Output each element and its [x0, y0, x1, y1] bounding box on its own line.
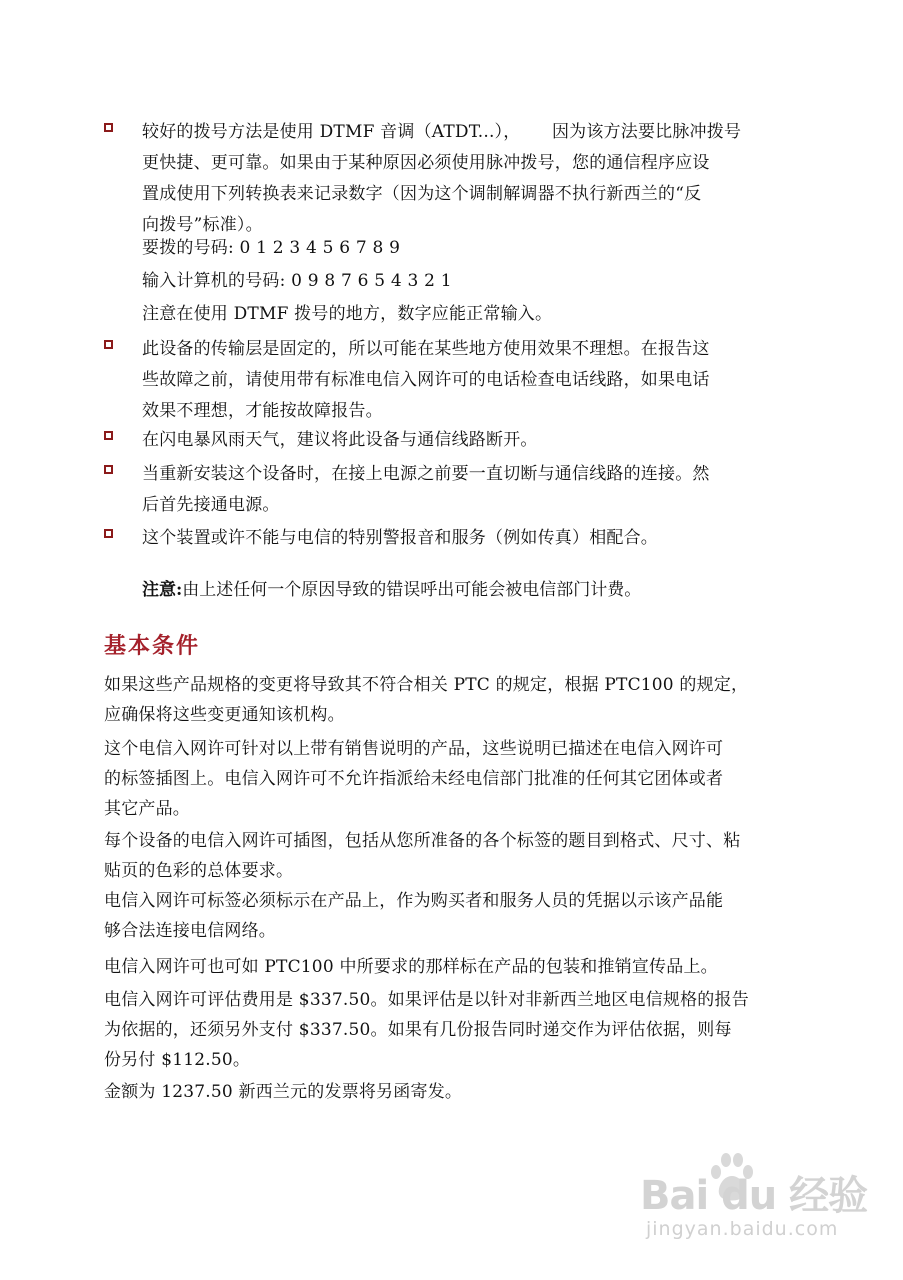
text-line: 其它产品。	[104, 799, 190, 819]
checkbox-bullet-icon	[104, 529, 113, 538]
text-line: 此设备的传输层是固定的，所以可能在某些地方使用效果不理想。在报告这	[142, 339, 710, 359]
text-line: 电信入网许可标签必须标示在产品上，作为购买者和服务人员的凭据以示该产品能	[104, 891, 724, 911]
notice-label: 注意:	[142, 580, 183, 600]
notice	[142, 575, 641, 606]
text-line: 较好的拨号方法是使用 DTMF 音调（ATDT...）， 因为该方法要比脉冲拨号	[142, 122, 742, 142]
text-line: 份另付 $112.50。	[104, 1050, 251, 1070]
text-line: 更快捷、更可靠。如果由于某种原因必须使用脉冲拨号，您的通信程序应设	[142, 153, 710, 173]
paragraph	[104, 1077, 804, 1107]
notice-text: 由上述任何一个原因导致的错误呼出可能会被电信部门计费。	[182, 580, 642, 600]
dial-number-row: 要拨的号码: 0 1 2 3 4 5 6 7 8 9	[142, 238, 401, 258]
text-line: 置成使用下列转换表来记录数字（因为这个调制解调器不执行新西兰的“反	[142, 184, 702, 204]
text-line: 些故障之前，请使用带有标准电信入网许可的电话检查电话线路，如果电话	[142, 370, 710, 390]
bullet-text	[142, 334, 804, 427]
text-line: 电信入网许可评估费用是 $337.50。如果评估是以针对非新西兰地区电信规格的报告	[104, 990, 749, 1010]
checkbox-bullet-icon	[104, 465, 113, 474]
text-line: 向拨号”标准）。	[142, 215, 263, 235]
text-line: 贴页的色彩的总体要求。	[104, 861, 294, 881]
checkbox-bullet-icon	[104, 431, 113, 440]
text-line: 够合法连接电信网络。	[104, 921, 276, 941]
paragraph	[104, 985, 804, 1075]
watermark-logo: Bai du 经验	[640, 1173, 868, 1219]
text-line: 这个电信入网许可针对以上带有销售说明的产品，这些说明已描述在电信入网许可	[104, 739, 724, 759]
text-line: 的标签插图上。电信入网许可不允许指派给未经电信部门批准的任何其它团体或者	[104, 769, 724, 789]
paragraph	[104, 952, 804, 982]
paragraph	[104, 826, 804, 886]
text-line: 金额为 1237.50 新西兰元的发票将另函寄发。	[104, 1082, 463, 1102]
baidu-watermark	[640, 1150, 880, 1270]
bullet-text	[142, 425, 804, 456]
bullet-item-dtmf	[104, 117, 804, 241]
bullet-item-alarm	[104, 523, 804, 554]
text-line: 效果不理想，才能按故障报告。	[142, 401, 383, 421]
text-line: 电信入网许可也可如 PTC100 中所要求的那样标在产品的包装和推销宣传品上。	[104, 957, 718, 977]
checkbox-bullet-icon	[104, 340, 113, 349]
paragraph	[104, 670, 804, 730]
text-line: 应确保将这些变更通知该机构。	[104, 705, 345, 725]
bullet-text	[142, 523, 804, 554]
text-line: 为依据的，还须另外支付 $337.50。如果有几份报告同时递交作为评估依据，则每	[104, 1020, 732, 1040]
watermark-url: jingyan.baidu.com	[646, 1218, 839, 1240]
section-title: 基本条件	[104, 634, 201, 659]
dtmf-note: 注意在使用 DTMF 拨号的地方，数字应能正常输入。	[142, 304, 553, 324]
paragraph	[104, 734, 804, 824]
text-line: 当重新安装这个设备时，在接上电源之前要一直切断与通信线路的连接。然	[142, 464, 710, 484]
input-number-row: 输入计算机的号码: 0 9 8 7 6 5 4 3 2 1	[142, 271, 452, 291]
checkbox-bullet-icon	[104, 123, 113, 132]
bullet-text	[142, 117, 804, 241]
text-line: 每个设备的电信入网许可插图，包括从您所准备的各个标签的题目到格式、尺寸、粘	[104, 831, 741, 851]
bullet-item-lightning	[104, 425, 804, 456]
text-line: 后首先接通电源。	[142, 495, 280, 515]
bullet-item-transmission	[104, 334, 804, 427]
bullet-text	[142, 459, 804, 521]
text-line: 如果这些产品规格的变更将导致其不符合相关 PTC 的规定，根据 PTC100 的规定，	[104, 675, 749, 695]
text-line: 这个装置或许不能与电信的特别警报音和服务（例如传真）相配合。	[142, 528, 658, 548]
bullet-item-reinstall	[104, 459, 804, 521]
text-line: 在闪电暴风雨天气，建议将此设备与通信线路断开。	[142, 430, 538, 450]
paragraph	[104, 886, 804, 946]
